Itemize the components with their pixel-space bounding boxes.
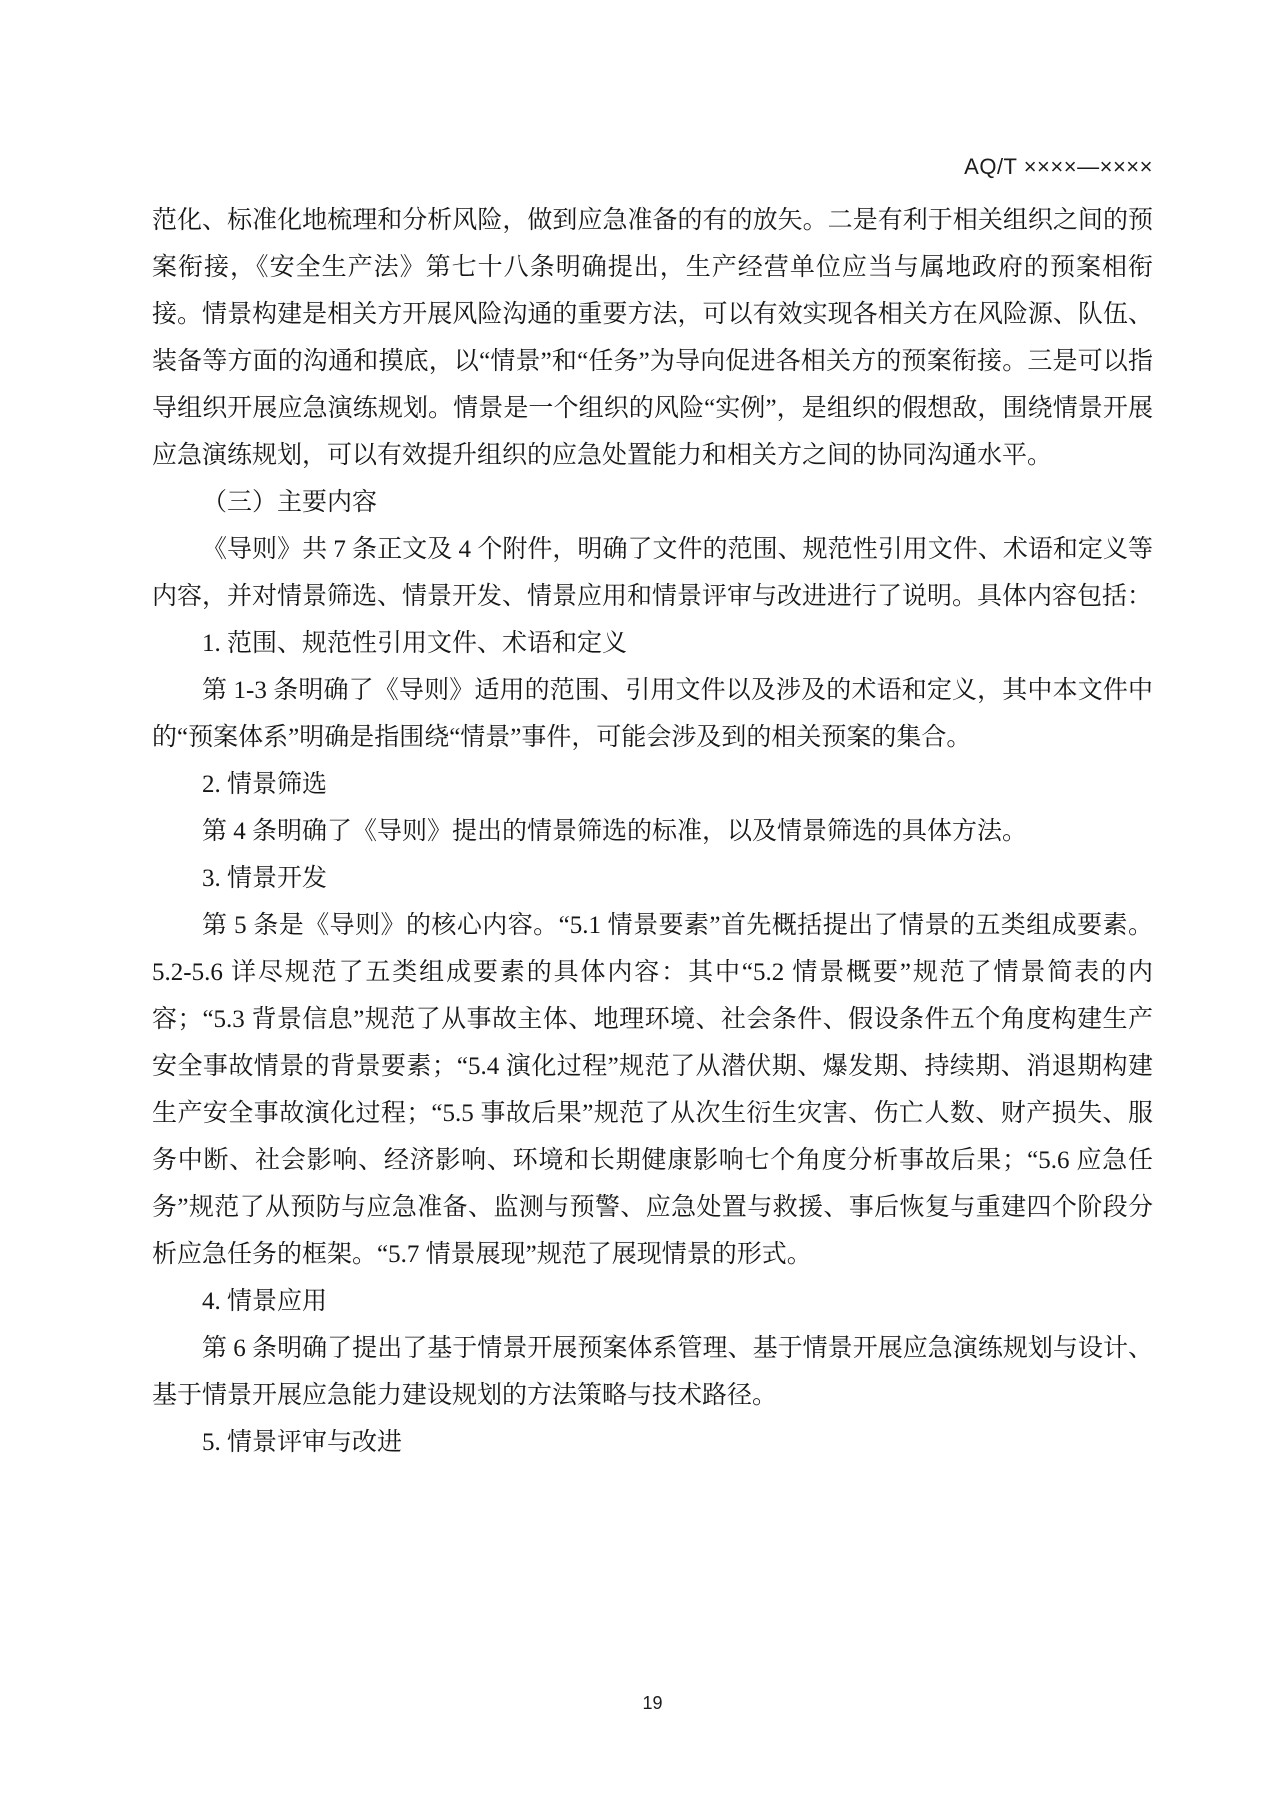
paragraph-item-2-detail: 第 4 条明确了《导则》提出的情景筛选的标准，以及情景筛选的具体方法。 — [202, 818, 1028, 845]
paragraph-item-1-detail: 第 1-3 条明确了《导则》适用的范围、引用文件以及涉及的术语和定义，其中本文件中的“预案体系”明确是指围绕“情景”事件，可能会涉及到的相关预案的集合。 — [152, 677, 1153, 751]
document-body — [152, 197, 1153, 1466]
item-4-heading: 4. 情景应用 — [202, 1288, 328, 1315]
paragraph-item-3-detail: 第 5 条是《导则》的核心内容。“5.1 情景要素”首先概括提出了情景的五类组成要素。5.2-5.6 详尽规范了五类组成要素的具体内容：其中“5.2 情景概要”规范了情景简表的内容；“5.3 背景信息”规范了从事故主体、地理环境、社会条件、假设条件五个角度构建生产安全事故情景的背景要素；“5.4 演化过程”规范了从潜伏期、爆发期、持续期、消退期构建生产安全事故演化过程；“5.5 事故后果”规范了从次生衍生灾害、伤亡人数、财产损失、服务中断、社会影响、经济影响、环境和长期健康影响七个角度分析事故后果；“5.6 应急任务”规范了从预防与应急准备、监测与预警、应急处置与救援、事后恢复与重建四个阶段分析应急任务的框架。“5.7 情景展现”规范了展现情景的形式。 — [152, 912, 1153, 1268]
item-2-heading: 2. 情景筛选 — [202, 771, 328, 798]
page-number: 19 — [642, 1693, 663, 1713]
item-3-heading: 3. 情景开发 — [202, 865, 328, 892]
heading-main-content: （三）主要内容 — [202, 489, 378, 516]
page-header — [152, 155, 1153, 179]
item-5-heading: 5. 情景评审与改进 — [202, 1429, 403, 1456]
standard-doc-code: AQ/T ××××—×××× — [964, 154, 1153, 179]
item-1-heading: 1. 范围、规范性引用文件、术语和定义 — [202, 630, 628, 657]
paragraph-overview: 《导则》共 7 条正文及 4 个附件，明确了文件的范围、规范性引用文件、术语和定义等内容，并对情景筛选、情景开发、情景应用和情景评审与改进进行了说明。具体内容包括： — [152, 536, 1153, 610]
paragraph-item-4-detail: 第 6 条明确了提出了基于情景开展预案体系管理、基于情景开展应急演练规划与设计、基于情景开展应急能力建设规划的方法策略与技术路径。 — [152, 1335, 1153, 1409]
paragraph-preamble-continuation: 范化、标准化地梳理和分析风险，做到应急准备的有的放矢。二是有利于相关组织之间的预案衔接，《安全生产法》第七十八条明确提出，生产经营单位应当与属地政府的预案相衔接。情景构建是相关方开展风险沟通的重要方法，可以有效实现各相关方在风险源、队伍、装备等方面的沟通和摸底，以“情景”和“任务”为导向促进各相关方的预案衔接。三是可以指导组织开展应急演练规划。情景是一个组织的风险“实例”，是组织的假想敌，围绕情景开展应急演练规划，可以有效提升组织的应急处置能力和相关方之间的协同沟通水平。 — [152, 207, 1153, 469]
page-footer — [152, 1692, 1153, 1714]
